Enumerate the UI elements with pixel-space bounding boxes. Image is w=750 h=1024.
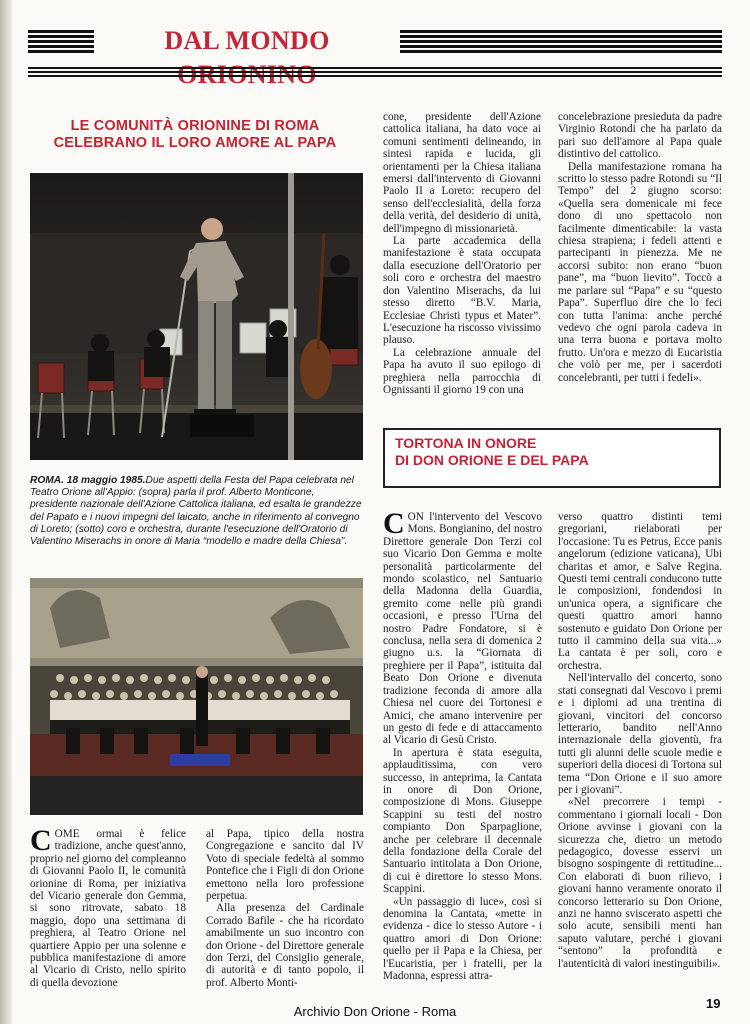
article1-headline-line1: LE COMUNITÀ ORIONINE DI ROMA: [70, 118, 320, 134]
article1-headline: [40, 118, 350, 152]
article2-headline-box: [383, 428, 721, 488]
article1-column-1: [30, 824, 186, 998]
archive-watermark: Archivio Don Orione - Roma: [293, 1004, 457, 1019]
article2-col2-p2: Nell'intervallo del concerto, sono stati consegnati dal Vescovo i premi e i diplomi ad una trentina di giovani, vincitori del concorso letterario, bandito nell'Anno internazionale della gioventù, fra tutti gli alunni delle scuole medie e superiori della diocesi di Tortona sul tema “Don Orione e il suo amore per i giovani”.: [558, 672, 722, 796]
article1-col1-text: OME ormai è felice tradizione, anche quest'anno, proprio nel giorno del compleanno di Giovanni Paolo II, le comunità orionine di Roma, per iniziativa del Vicario generale don Gemma, si sono ritrovate, sabato 18 maggio, dopo una settimana di preghiera, al Teatro Orione nel quartiere Appio per una solenne e pubblica manifestazione di amore al Vicario di Cristo, nello spirito di quella devozione: [30, 828, 186, 989]
photo-speaker-on-stage: [30, 173, 363, 460]
page-spine-shadow: [0, 0, 12, 1024]
speaker-photo-illustration: [30, 173, 363, 460]
masthead: [28, 24, 722, 82]
photo-choir-orchestra: [30, 578, 363, 815]
page-number: 19: [706, 996, 721, 1011]
article1-col2-p2: Alla presenza del Cardinale Corrado Bafile - che ha ricordato amabilmente un suo incontro con don Orione - del Direttore generale don Terzi, del Consiglio generale, di autorità e di tanto popolo, il prof. Alberto Monti-: [206, 902, 364, 989]
article2-dropcap: C: [383, 507, 405, 540]
article1-col4-p1: concelebrazione presieduta da padre Virginio Rotondi che ha parlato da pari suo dell'amore al Papa quale distintivo del cattolico.: [558, 111, 722, 161]
article1-column-3: [383, 111, 541, 411]
article2-column-2: [558, 511, 722, 993]
article2-column-1: [383, 507, 542, 993]
section-title: DAL MONDO: [164, 26, 330, 55]
choir-photo-illustration: [30, 578, 363, 815]
masthead-rules-left: [28, 30, 94, 56]
article2-headline-line1: TORTONA IN ONORE: [395, 435, 537, 451]
article1-col2-p1: al Papa, tipico della nostra Congregazione e sancito dal IV Voto di speciale fedeltà al sommo Pontefice che i Figli di don Orione emettono nella loro professione perpetua.: [206, 828, 364, 903]
article1-col3-p2: La parte accademica della manifestazione è stata occupata dalla esecuzione dell'Oratorio per soli coro e orchestra del maestro don Valentino Miserachs, da lui stesso diretto “B.V. Maria, Ecclesiae Christi typus et Mater”. L'esecuzione ha riscosso vivissimo plauso.: [383, 235, 541, 347]
article2-headline-line2: DI DON ORIONE E DEL PAPA: [395, 452, 589, 468]
photo-caption: [30, 475, 363, 548]
caption-lead: ROMA. 18 maggio 1985.: [30, 475, 146, 486]
article1-column-4: [558, 111, 722, 411]
article1-col3-p3: La celebrazione annuale del Papa ha avuto il suo epilogo di preghiera nella parrocchia di Ognissanti il giorno 19 con una: [383, 346, 541, 396]
caption-text: Due aspetti della Festa del Papa celebrata nel Teatro Orione all'Appio: (sopra) parla il prof. Alberto Monticone, presidente nazionale dell'Azione Cattolica italiana, ed esalta le grandezze del Papato e i nuovi impegni del laicato, anche in riferimento al convegno di Loreto; (sotto) coro e orchestra, durante l'esecuzione dell'Oratorio di Valentino Miserachs in onore di Maria “modello e madre della Chiesa”.: [30, 475, 362, 548]
article2-col2-p1: verso quattro distinti temi gregoriani, rielaborati per l'occasione: Tu es Petrus, Ecce panis angelorum (edizione vaticana), Ubi charitas et amor, e Salve Regina. Questi temi centrali conducono tutte le composizioni, fondendosi in un'unica opera, a significare che questi quattro amori hanno sostenuto e guidato Don Orione per tutto il cammino della sua vita...» La cantata è per soli, coro e orchestra.: [558, 511, 722, 672]
article2-col1-p2: In apertura è stata eseguita, applauditissima, con vero successo, in anteprima, la Cantata in onore di Don Orione, composizione di Mons. Giuseppe Scappini su testi del nostro compianto Don Sparpaglione, anche per celebrare il decennale della fondazione della Corale del Santuario intitolata a Don Orione, di cui è direttore lo stesso Mons. Scappini.: [383, 746, 542, 896]
article1-dropcap: C: [30, 824, 52, 857]
masthead-underline: [28, 67, 722, 79]
masthead-rules-right: [400, 30, 722, 56]
article2-col1-text: ON l'intervento del Vescovo Mons. Bongianino, del nostro Direttore generale Don Terzi col suo Vicario Don Gemma e molte personalità particolarmente del mondo scolastico, nel Santuario della Madonna della Guardia, gremito come nelle più grandi occasioni, e presso l'Urna del nostro Padre Fondatore, si è conclusa, nella sera di domenica 2 giugno u.s. la “Giornata di preghiere per il Papa”, istituita dal Beato Don Orione e divenuta tradizione feconda di amore alla Chiesa nel cuore dei Tortonesi e Amici, che amano intervenire per un gesto di fede e di attaccamento al Vicario di Gesù Cristo.: [383, 511, 542, 747]
article1-headline-line2: CELEBRANO IL LORO AMORE AL PAPA: [53, 135, 337, 151]
article1-column-2: [206, 828, 364, 998]
article2-col2-p3: «Nel precorrere i tempi - commentano i giornali locali - Don Orione avvinse i giovani con la sicurezza che, dietro un metodo pedagogico, dovesse esservi un bisogno sospingente di rettitudine... Con elaborati di buon rilievo, i giovani hanno veramente onorato il concorso letterario su Don Orione, anzi ne hanno sviscerato aspetti che solo acute, sensibili menti han saputo valutare, perché i giovani “sentono” la profondità e l'autenticità di valori inestinguibili».: [558, 796, 722, 970]
article1-col4-p2: Della manifestazione romana ha scritto lo stesso padre Rotondi su “Il Tempo” del 2 giugno scorso: «Quella sera domenicale mi fece dono di uno spettacolo non facilmente dimenticabile: la vasta chiesa strapiena; i fedeli attenti e partecipanti in pienezza. Me ne accorsi subito: non erano “buon pane”, ma “buon lievito”. Toccò a me parlare sul “Papa” e su “questo Papa”. Superfluo dire che lo feci con tutta l'anima: anche perché vedevo che ogni parola cadeva in una terra buona e portava molto frutto. Un'ora e mezzo di Eucaristia che volò per me, per i sacerdoti concelebranti, per tutti i fedeli».: [558, 160, 722, 384]
article1-col3-p1: cone, presidente dell'Azione cattolica italiana, ha dato voce ai comuni sentimenti delineando, in sintesi rapida e lucida, gli orientamenti per la Chiesa italiana emersi dall'intervento di Giovanni Paolo II a Loreto: recupero del senso dell'ecclesialità, della forza della verità, del desiderio di unità, dell'impegno di missionarietà.: [383, 111, 541, 235]
article2-col1-p3: «Un passaggio di luce», così si denomina la Cantata, «mette in evidenza - dice lo stesso Autore - i quattro amori di Don Orione: quello per il Papa e la Chiesa, per l'Eucaristia, per i fratelli, per la Madonna, espressi attra-: [383, 895, 542, 983]
